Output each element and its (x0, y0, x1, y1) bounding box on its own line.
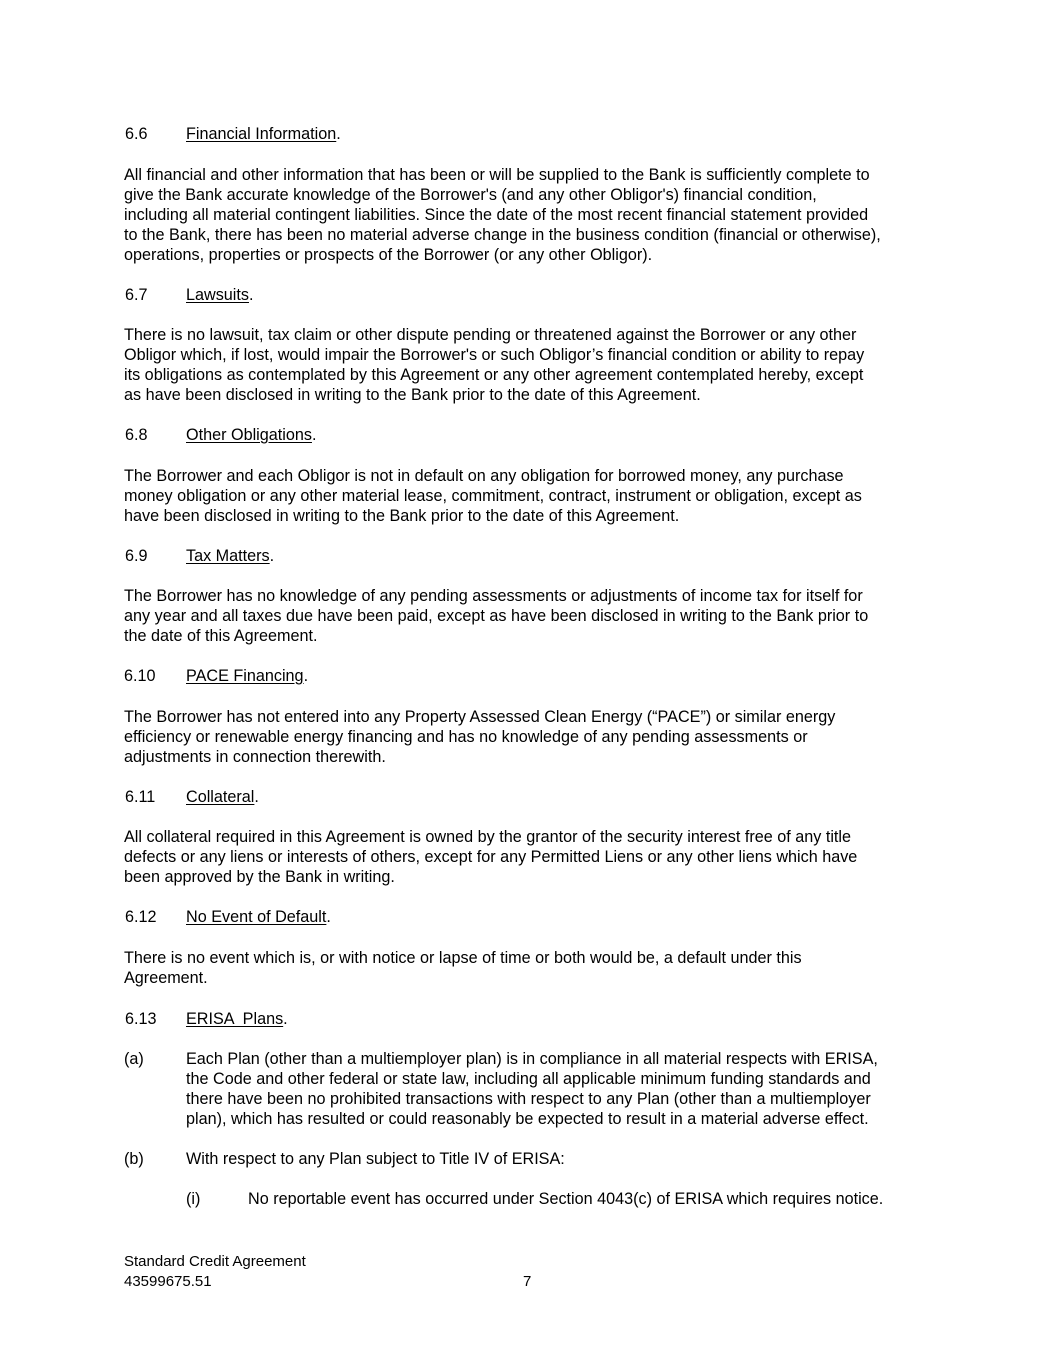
paragraph-line: The Borrower has not entered into any Property Assessed Clean Energy (“PACE”) or similar energy (124, 708, 836, 726)
paragraph-line: give the Bank accurate knowledge of the Borrower's (and any other Obligor's) financial condition, (124, 186, 817, 204)
section-number: 6.12 (125, 908, 157, 926)
paragraph-line: defects or any liens or interests of others, except for any Permitted Liens or any other liens which have (124, 848, 858, 866)
list-item-line: the Code and other federal or state law, including all applicable minimum funding standards and (186, 1070, 871, 1088)
paragraph-line: its obligations as contemplated by this Agreement or any other agreement contemplated hereby, except (124, 366, 864, 384)
section-number: 6.10 (124, 667, 156, 685)
paragraph-line: as have been disclosed in writing to the Bank prior to the date of this Agreement. (124, 386, 701, 404)
paragraph-line: There is no lawsuit, tax claim or other dispute pending or threatened against the Borrower or any other (124, 326, 857, 344)
paragraph-line: been approved by the Bank in writing. (124, 868, 395, 886)
section-title: Other Obligations (186, 426, 312, 444)
footer-doc-id: 43599675.51 (124, 1273, 212, 1290)
paragraph-line: All financial and other information that has been or will be supplied to the Bank is sufficiently complete to (124, 166, 870, 184)
paragraph-line: The Borrower has no knowledge of any pending assessments or adjustments of income tax for itself for (124, 587, 863, 605)
section-title: Lawsuits (186, 286, 249, 304)
section-title: PACE Financing (186, 667, 304, 685)
section-number: 6.7 (125, 286, 148, 304)
paragraph-line: Agreement. (124, 969, 208, 987)
document-page: 6.6 Financial Information. All financial and other information that has been or will be supplied to the Bank is sufficiently complete to give the Bank accurate knowledge of the Borrower's (and any other Obligor's) financial condition, including all material contingent liabilities. Since the date of the most recent financial statement provided to the Bank, there has been no material adverse change in the business condition (financial or otherwise), operations, properties or prospects of the Borrower (or any other Obligor). 6.7 Lawsuits. There is no lawsuit, tax claim or other dispute pending or threatened against the Borrower or any other Obligor which, if lost, would impair the Borrower's or such Obligor’s financial condition or ability to repay its obligations as contemplated by this Agreement or any other agreement contemplated hereby, except as have been disclosed in writing to the Bank prior to the date of this Agreement. 6.8 Other Obligations. The Borrower and each Obligor is not in default on any obligation for borrowed money, any purchase money obligation or any other material lease, commitment, contract, instrument or obligation, except as have been disclosed in writing to the Bank prior to the date of this Agreement. 6.9 Tax Matters. The Borrower has no knowledge of any pending assessments or adjustments of income tax for itself for any year and all taxes due have been paid, except as have been disclosed in writing to the Bank prior to the date of this Agreement. 6.10 PACE Financing. The Borrower has not entered into any Property Assessed Clean Energy (“PACE”) or similar energy efficiency or renewable energy financing and has no knowledge of any pending assessments or adjustments in connection therewith. 6.11 Collateral. All collateral required in this Agreement is owned by the grantor of the security interest free of any title defects or any liens or interests of others, except for any Permitted Liens or any other liens which have been approved by the Bank in writing. 6.12 No Event of Default. There is no event which is, or with notice or lapse of time or both would be, a default under this Agreement. 6.13 ERISA Plans. (a) Each Plan (other than a multiemployer plan) is in compliance in all material respects with ERISA, the Code and other federal or state law, including all applicable minimum funding standards and there have been no prohibited transactions with respect to any Plan (other than a multiemployer plan), which has resulted or could reasonably be expected to result in a material adverse effect. (b) With respect to any Plan subject to Title IV of ERISA: (i) No reportable event has occurred under Section 4043(c) of ERISA which requires notice. Standard Credit Agreement 43599675.51 7 (124, 125, 884, 1290)
paragraph-line: Obligor which, if lost, would impair the Borrower's or such Obligor’s financial condition or ability to repay (124, 346, 865, 364)
paragraph-line: the date of this Agreement. (124, 627, 318, 645)
paragraph-line: All collateral required in this Agreement is owned by the grantor of the security interest free of any title (124, 828, 852, 846)
subitem-text: No reportable event has occurred under Section 4043(c) of ERISA which requires notice. (248, 1190, 884, 1208)
section-number: 6.8 (125, 426, 148, 444)
paragraph-line: including all material contingent liabilities. Since the date of the most recent financial statement provided (124, 206, 869, 224)
list-item-line: Each Plan (other than a multiemployer plan) is in compliance in all material respects with ERISA, (186, 1050, 878, 1068)
section-title: Collateral (186, 788, 255, 806)
paragraph-line: The Borrower and each Obligor is not in default on any obligation for borrowed money, any purchase (124, 467, 844, 485)
list-item-line: With respect to any Plan subject to Title IV of ERISA: (186, 1150, 565, 1168)
paragraph-line: have been disclosed in writing to the Bank prior to the date of this Agreement. (124, 507, 680, 525)
subitem-label: (i) (186, 1190, 201, 1208)
paragraph-line: There is no event which is, or with notice or lapse of time or both would be, a default under this (124, 949, 802, 967)
section-title: Tax Matters (186, 547, 270, 565)
footer-doc-name: Standard Credit Agreement (124, 1253, 306, 1270)
paragraph-line: money obligation or any other material lease, commitment, contract, instrument or obligation, except as (124, 487, 862, 505)
list-item-label: (b) (124, 1150, 144, 1168)
list-item-label: (a) (124, 1050, 144, 1068)
paragraph-line: efficiency or renewable energy financing and has no knowledge of any pending assessments or (124, 728, 808, 746)
section-number: 6.9 (125, 547, 148, 565)
section-title: ERISA Plans (186, 1010, 284, 1028)
section-number: 6.6 (125, 125, 148, 143)
paragraph-line: adjustments in connection therewith. (124, 748, 386, 766)
paragraph-line: to the Bank, there has been no material adverse change in the business condition (financial or otherwise), (124, 226, 881, 244)
list-item-line: there have been no prohibited transactions with respect to any Plan (other than a multiemployer (186, 1090, 871, 1108)
list-item-line: plan), which has resulted or could reasonably be expected to result in a material adverse effect. (186, 1110, 869, 1128)
section-number: 6.11 (125, 788, 156, 806)
section-number: 6.13 (125, 1010, 157, 1028)
paragraph-line: operations, properties or prospects of the Borrower (or any other Obligor). (124, 246, 653, 264)
paragraph-line: any year and all taxes due have been paid, except as have been disclosed in writing to the Bank prior to (124, 607, 869, 625)
section-title: No Event of Default (186, 908, 327, 926)
page-number: 7 (523, 1273, 532, 1290)
section-title: Financial Information (186, 125, 337, 143)
